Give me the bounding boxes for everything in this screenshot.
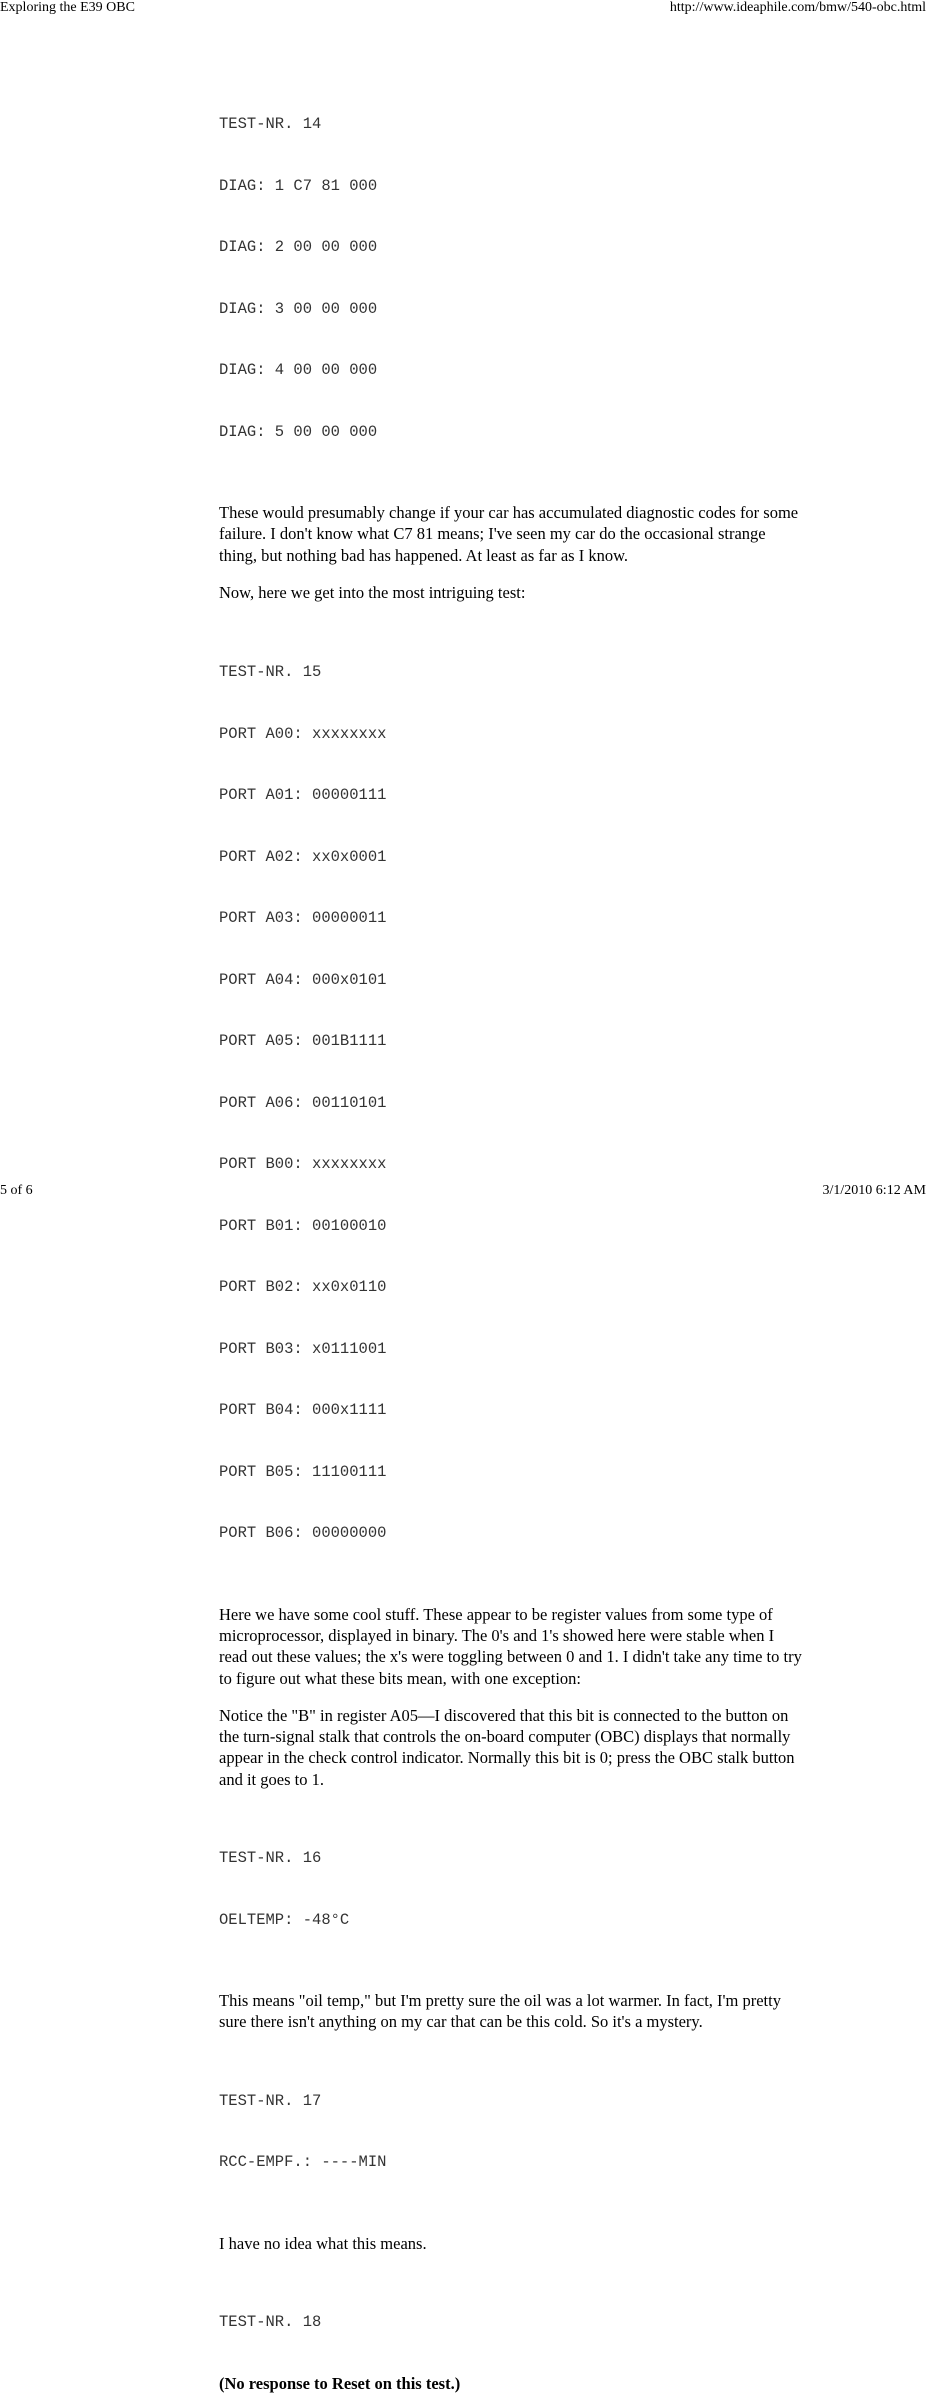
code-line: PORT A03: 00000011	[219, 909, 387, 928]
text-line: thing, but nothing bad has happened. At least as far as I know.	[219, 545, 629, 565]
document-body	[219, 73, 869, 2394]
code-line: TEST-NR. 14	[219, 115, 322, 133]
text-line: Now, here we get into the most intriguing test:	[219, 582, 526, 602]
test-15-block	[219, 621, 869, 1585]
text-line: Notice the "B" in register A05—I discovered that this bit is connected to the button on	[219, 1705, 789, 1725]
text-line: the turn-signal stalk that controls the on-board computer (OBC) displays that normally	[219, 1727, 791, 1747]
text-line: appear in the check control indicator. Normally this bit is 0; press the OBC stalk button	[219, 1748, 795, 1768]
paragraph-intriguing-test	[219, 582, 869, 603]
code-line: DIAG: 3 00 00 000	[219, 299, 378, 318]
test-17-block	[219, 2050, 869, 2214]
code-line: TEST-NR. 15	[219, 663, 322, 682]
code-line: DIAG: 4 00 00 000	[219, 361, 378, 379]
code-line: PORT A04: 000x0101	[219, 970, 387, 989]
print-datetime: 3/1/2010 6:12 AM	[822, 1183, 926, 1198]
text-line: These would presumably change if your car has accumulated diagnostic codes for some	[219, 503, 799, 522]
text-line: to figure out what these bits mean, with one exception:	[219, 1668, 581, 1688]
test-18-note: (No response to Reset on this test.)	[219, 2374, 461, 2394]
text-line: microprocessor, displayed in binary. The 0's and 1's showed here were stable when I	[219, 1625, 775, 1645]
page-number: 5 of 6	[0, 1183, 33, 1198]
paragraph-register-values	[219, 1604, 869, 1689]
test-16-block	[219, 1807, 869, 1971]
code-line: DIAG: 5 00 00 000	[219, 422, 378, 441]
code-line: PORT B03: x0111001	[219, 1339, 387, 1358]
text-line: This means "oil temp," but I'm pretty sure the oil was a lot warmer. In fact, I'm pretty	[219, 1991, 781, 2011]
code-line: TEST-NR. 18	[219, 2312, 322, 2331]
paragraph-oil-temp	[219, 1990, 869, 2033]
test-14-block	[219, 73, 869, 483]
text-line: and it goes to 1.	[219, 1769, 324, 1789]
code-line: PORT A05: 001B1111	[219, 1032, 387, 1051]
code-line: DIAG: 2 00 00 000	[219, 238, 378, 256]
code-line: PORT A06: 00110101	[219, 1093, 387, 1112]
code-line: PORT B05: 11100111	[219, 1462, 387, 1481]
code-line: OELTEMP: -48°C	[219, 1910, 350, 1929]
paragraph-no-idea	[219, 2233, 869, 2254]
text-line: Here we have some cool stuff. These appear to be register values from some type of	[219, 1604, 773, 1624]
code-line: PORT A01: 00000111	[219, 786, 387, 805]
test-18-block	[219, 2271, 869, 2374]
code-line: PORT B00: xxxxxxxx	[219, 1155, 387, 1174]
code-line: PORT B06: 00000000	[219, 1524, 387, 1543]
code-line: TEST-NR. 17	[219, 2091, 322, 2110]
page-header-url: http://www.ideaphile.com/bmw/540-obc.html	[669, 0, 926, 15]
code-line: PORT A02: xx0x0001	[219, 847, 387, 866]
code-line: RCC-EMPF.: ----MIN	[219, 2153, 387, 2172]
code-line: DIAG: 1 C7 81 000	[219, 176, 378, 195]
text-line: failure. I don't know what C7 81 means; I've seen my car do the occasional strange	[219, 524, 766, 544]
code-line: TEST-NR. 16	[219, 1849, 322, 1868]
code-line: PORT B04: 000x1111	[219, 1401, 387, 1420]
page-header-title: Exploring the E39 OBC	[0, 0, 135, 15]
code-line: PORT A00: xxxxxxxx	[219, 724, 387, 743]
text-line: I have no idea what this means.	[219, 2233, 427, 2253]
code-line: PORT B02: xx0x0110	[219, 1278, 387, 1297]
code-line: PORT B01: 00100010	[219, 1216, 387, 1235]
paragraph-diag-explanation	[219, 502, 869, 566]
text-line: read out these values; the x's were toggling between 0 and 1. I didn't take any time to try	[219, 1647, 802, 1667]
paragraph-register-a05	[219, 1705, 869, 1790]
text-line: sure there isn't anything on my car that can be this cold. So it's a mystery.	[219, 2012, 703, 2032]
